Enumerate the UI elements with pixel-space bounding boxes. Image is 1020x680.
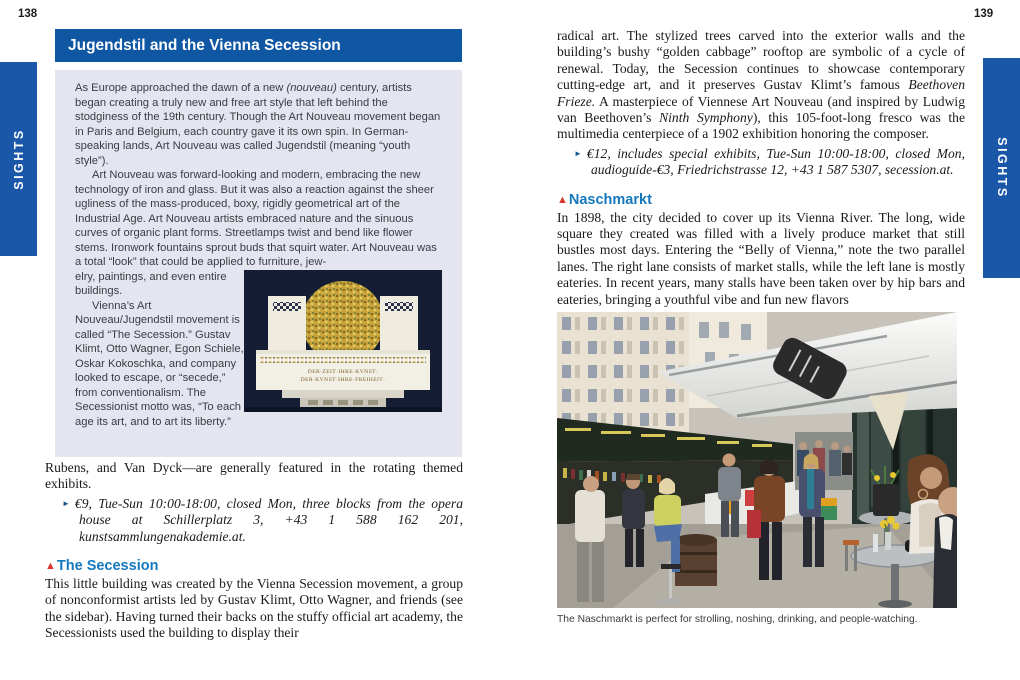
listing-bullet-icon: ►	[62, 498, 70, 508]
secession-paragraph: This little building was created by the Vienna Secession movement, a group of nonconformist artists led by Gustav Klimt, Otto Wagner, and friends (see the sidebar). Having turned their backs on the stuffy official art academy, the Secessionists used the building to display their	[45, 576, 463, 641]
naschmarkt-photo-frame	[557, 312, 965, 608]
heading-naschmarkt-label: Naschmarkt	[568, 191, 652, 208]
sidebar-paragraph-3: Vienna’s Art Nouveau/Jugendstil movement is called “The Secession.” Gustav Klimt, Otto Wagner, Egon Schiele, Oskar Kokoschka, and company looked to escape, or “secede,” from conventionalism. The Secessionist motto was, “To each age its art, and to art its liberty.”	[75, 299, 244, 428]
listing-secession	[557, 146, 965, 179]
secession-continued-paragraph: radical art. The stylized trees carved into the exterior walls and the building’s bushy “golden cabbage” rooftop are symbolic of a cycle of renewal. Today, the Secession continues to showcase contemporary cutting-edge art, and it preserves Gustav Klimt’s famous Beethoven Frieze. A masterpiece of Viennese Art Nouveau (and inspired by Ludwig van Beethoven’s Ninth Symphony), this 105-foot-long fresco was the multimedia centerpiece of a 1902 exhibition honoring the composer.	[557, 28, 965, 142]
sights-tab-right	[983, 58, 1020, 278]
listing-academy	[45, 496, 463, 545]
sights-tab-left	[0, 62, 37, 256]
naschmarkt-paragraph: In 1898, the city decided to cover up its Vienna River. The long, wide square they created was filled with a lively produce market that still bustles most days. Entering the “Belly of Vienna,” note the two parallel lanes. The right lane consists of market stalls, while the left lane is mostly eateries. In recent years, many stalls have been taken over by hip bars and eateries, bringing a youthful vibe and fun new flavors	[557, 209, 965, 307]
secession-building-photo	[244, 270, 442, 412]
secession-building-photo-frame	[244, 270, 442, 430]
right-page-body-column	[557, 28, 965, 625]
left-pylon-checker-band	[273, 302, 301, 311]
right-pylon-checker-band	[385, 302, 413, 311]
continued-paragraph: Rubens, and Van Dyck—are generally featured in the rotating themed exhibits.	[45, 460, 463, 492]
sights-tab-right-label: SIGHTS	[994, 137, 1009, 199]
sidebar-paragraph-2-continued: elry, paintings, and even entire buildings.	[75, 270, 227, 297]
ground-shadow	[244, 407, 442, 412]
listing-bullet-icon: ►	[574, 148, 582, 158]
sidebar-paragraph-1: As Europe approached the dawn of a new (nouveau) century, artists began creating a truly new and free art style that left behind the stodginess of the 19th century. Though the Art Nouveau movement began in Paris and Belgium, each country gave it its own spin. In German-speaking lands, Art Nouveau was called Jugendstil (meaning “youth style”).	[75, 82, 441, 167]
jugendstil-sidebar	[55, 29, 462, 457]
red-shopping-bag	[747, 510, 761, 538]
listing-secession-text: €12, includes special exhibits, Tue-Sun 10:00-18:00, closed Mon, audioguide-€3, Friedrichstrasse 12, +43 1 587 5307, secession.at.	[586, 145, 965, 178]
left-page-body-column	[45, 460, 463, 642]
water-glass	[873, 534, 878, 552]
sight-triangle-icon: ▲	[45, 560, 56, 573]
listing-academy-text: €9, Tue-Sun 10:00-18:00, closed Mon, three blocks from the opera house at Schillerplatz 3, +43 1 588 162 201, kunstsammlungenakademie.at.	[74, 495, 463, 544]
page-number-left: 138	[18, 8, 38, 20]
page-number-right: 139	[974, 8, 994, 20]
white-shirt	[939, 516, 953, 550]
facade-inscription-line1: DER·ZEIT·IHRE·KVNST·	[307, 368, 379, 375]
heading-the-secession	[45, 558, 463, 574]
sidebar-paragraph-2: Art Nouveau was forward-looking and modern, embracing the new technology of iron and glass. But it was also a reaction against the sheer ugliness of the mass-produced, boxy, rigidly geometrical art of the Industrial Age. Art Nouveau artists embraced nature and the sinuous curves of organic plant forms. Streetlamps twist and bend like flower stems. Ironwork fountains sprout buds that squirt water. Art Nouveau was a total “look” that could be applied to furniture, jew-	[75, 169, 437, 268]
sidebar-body	[55, 70, 462, 457]
sight-triangle-icon: ▲	[557, 193, 568, 206]
sights-tab-left-label: SIGHTS	[11, 128, 26, 190]
facade-inscription-line2: DER·KVNST·IHRE·FREIHEIT·	[300, 376, 386, 383]
gold-frieze-band	[260, 357, 426, 363]
black-planter	[873, 484, 899, 516]
barrel-table	[675, 534, 717, 586]
sidebar-title: Jugendstil and the Vienna Secession	[55, 29, 462, 62]
heading-naschmarkt	[557, 192, 965, 208]
photo-caption: The Naschmarkt is perfect for strolling, noshing, drinking, and people-watching.	[557, 614, 918, 626]
heading-the-secession-label: The Secession	[56, 558, 159, 575]
base-step	[282, 390, 404, 398]
naschmarkt-photo	[557, 312, 957, 608]
